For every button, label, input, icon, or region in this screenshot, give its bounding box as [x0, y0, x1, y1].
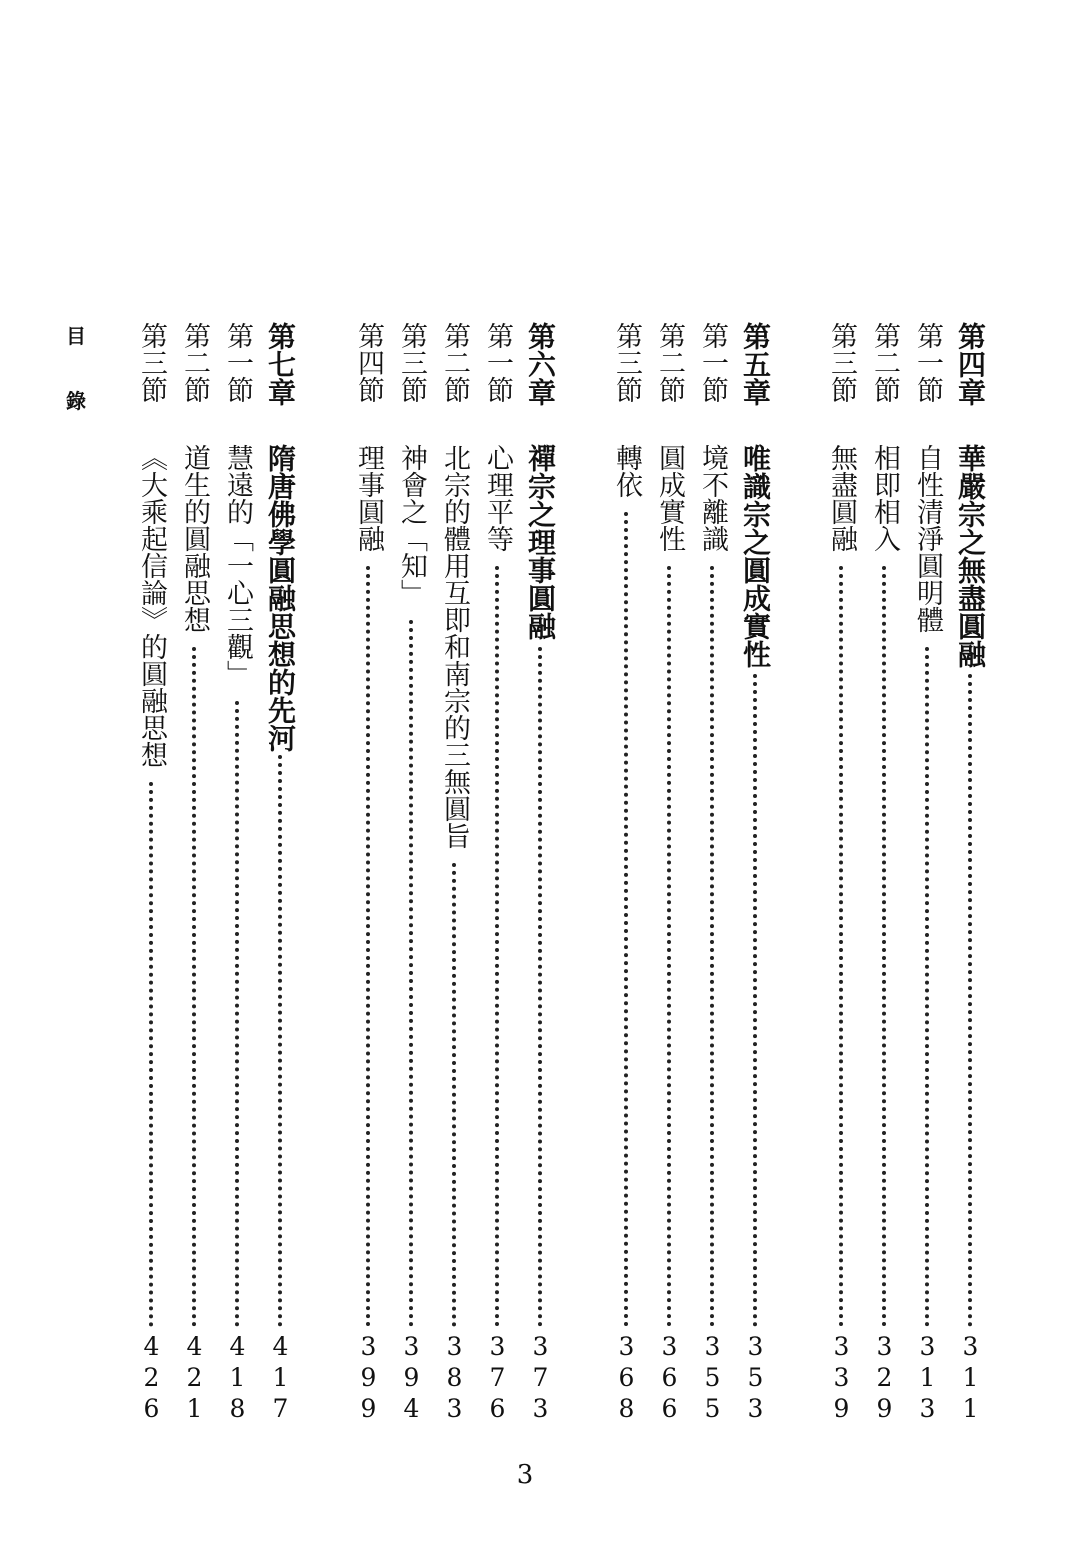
entry-label: 第一節 — [482, 322, 513, 403]
entry-page-number: 383 — [440, 1332, 469, 1425]
entry-title: 《大乘起信論》的圓融思想 — [136, 444, 167, 768]
entry-page-number: 311 — [956, 1332, 985, 1425]
dot-leader — [278, 755, 286, 1327]
running-header — [58, 320, 94, 414]
entry-title: 道生的圓融思想 — [179, 444, 210, 633]
entry-page-number: 418 — [223, 1332, 252, 1425]
entry-page-number: 313 — [913, 1332, 942, 1425]
entry-label: 第六章 — [524, 322, 557, 406]
entry-title: 圓成實性 — [654, 444, 685, 552]
toc-section-entry — [647, 322, 691, 1425]
dot-leader — [538, 647, 546, 1327]
dot-leader — [667, 566, 675, 1327]
dot-leader — [753, 674, 761, 1327]
entry-label: 第三節 — [136, 322, 167, 403]
entry-page-number: 355 — [698, 1332, 727, 1425]
entry-title: 隋唐佛學圓融思想的先河 — [264, 444, 297, 752]
dot-leader — [452, 863, 460, 1327]
entry-title: 自性清淨圓明體 — [912, 444, 943, 633]
toc-section-entry — [346, 322, 390, 1425]
header-char-mu: 目 — [66, 324, 86, 348]
header-char-lu: 錄 — [66, 389, 86, 413]
entry-title: 禪宗之理事圓融 — [524, 444, 557, 640]
entry-label: 第三節 — [826, 322, 857, 403]
toc-section-entry — [690, 322, 734, 1425]
toc-section-entry — [862, 322, 906, 1425]
dot-leader — [710, 566, 718, 1327]
entry-label: 第二節 — [654, 322, 685, 403]
entry-label: 第四章 — [954, 322, 987, 406]
entry-label: 第五章 — [739, 322, 772, 406]
entry-label: 第三節 — [396, 322, 427, 403]
toc-chapter-entry — [948, 322, 992, 1425]
toc-chapter-entry — [518, 322, 562, 1425]
entry-page-number: 399 — [354, 1332, 383, 1425]
dot-leader — [925, 647, 933, 1327]
toc-section-entry — [604, 322, 648, 1425]
entry-label: 第二節 — [179, 322, 210, 403]
entry-label: 第一節 — [912, 322, 943, 403]
toc-section-entry — [905, 322, 949, 1425]
toc-chapter-entry — [258, 322, 302, 1425]
dot-leader — [624, 512, 632, 1327]
entry-page-number: 417 — [266, 1332, 295, 1425]
dot-leader — [839, 566, 847, 1327]
entry-title: 相即相入 — [869, 444, 900, 552]
entry-title: 轉依 — [611, 444, 642, 498]
entry-page-number: 329 — [870, 1332, 899, 1425]
entry-label: 第四節 — [353, 322, 384, 403]
dot-leader — [968, 674, 976, 1327]
entry-page-number: 426 — [137, 1332, 166, 1425]
dot-leader — [495, 566, 503, 1327]
entry-title: 北宗的體用互即和南宗的三無圓旨 — [439, 444, 470, 849]
entry-page-number: 353 — [741, 1332, 770, 1425]
toc-chapter-entry — [733, 322, 777, 1425]
entry-page-number: 368 — [612, 1332, 641, 1425]
dot-leader — [149, 782, 157, 1327]
entry-page-number: 373 — [526, 1332, 555, 1425]
toc-section-entry — [475, 322, 519, 1425]
dot-leader — [409, 620, 417, 1327]
entry-page-number: 366 — [655, 1332, 684, 1425]
entry-label: 第一節 — [697, 322, 728, 403]
entry-page-number: 421 — [180, 1332, 209, 1425]
entry-title: 華嚴宗之無盡圓融 — [954, 444, 987, 668]
entry-page-number: 376 — [483, 1332, 512, 1425]
toc-section-entry — [819, 322, 863, 1425]
entry-label: 第三節 — [611, 322, 642, 403]
entry-page-number: 394 — [397, 1332, 426, 1425]
entry-title: 境不離識 — [697, 444, 728, 552]
entry-title: 理事圓融 — [353, 444, 384, 552]
entry-title: 唯識宗之圓成實性 — [739, 444, 772, 668]
toc-section-entry — [129, 322, 173, 1425]
entry-label: 第二節 — [439, 322, 470, 403]
dot-leader — [235, 701, 243, 1327]
entry-title: 無盡圓融 — [826, 444, 857, 552]
entry-label: 第七章 — [264, 322, 297, 406]
entry-title: 神會之「知」 — [396, 444, 427, 606]
entry-title: 心理平等 — [482, 444, 513, 552]
toc-section-entry — [172, 322, 216, 1425]
entry-label: 第一節 — [222, 322, 253, 403]
toc-section-entry — [432, 322, 476, 1425]
dot-leader — [366, 566, 374, 1327]
dot-leader — [192, 647, 200, 1327]
toc-section-entry — [389, 322, 433, 1425]
dot-leader — [882, 566, 890, 1327]
toc-section-entry — [215, 322, 259, 1425]
entry-page-number: 339 — [827, 1332, 856, 1425]
entry-label: 第二節 — [869, 322, 900, 403]
page-number: 3 — [516, 1460, 534, 1490]
entry-title: 慧遠的「一心三觀」 — [222, 444, 253, 687]
